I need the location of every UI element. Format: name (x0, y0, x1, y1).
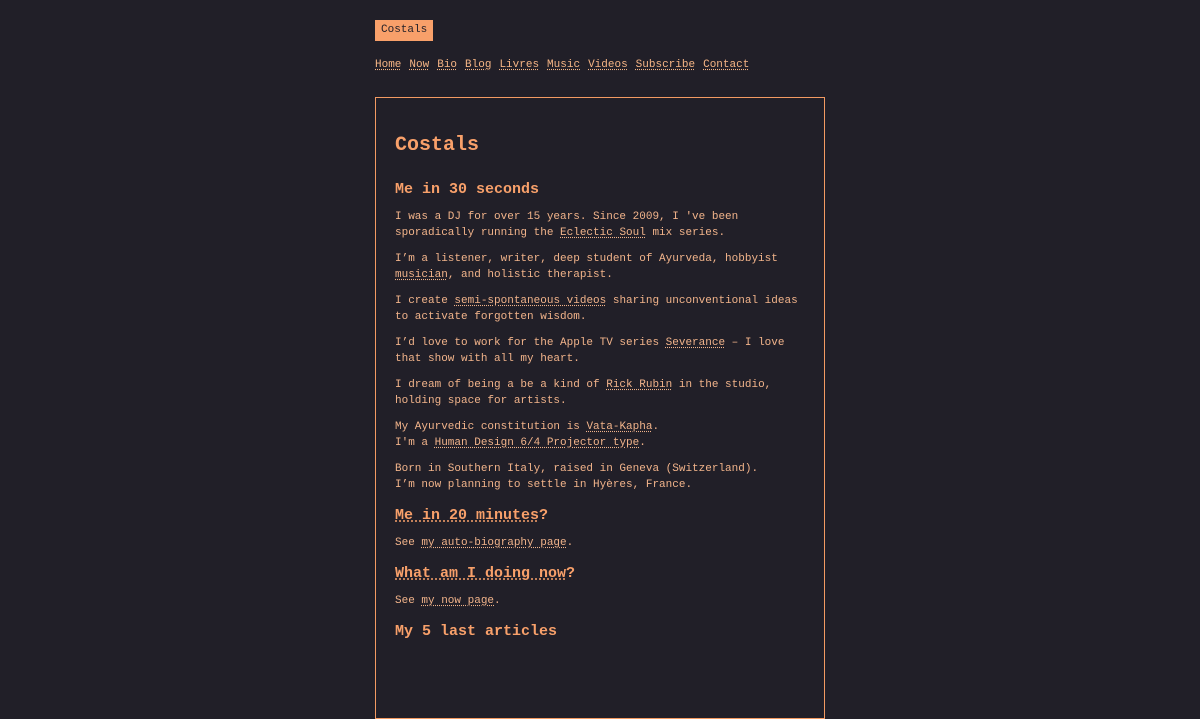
content-card (375, 97, 825, 719)
nav-now[interactable]: Now (409, 59, 430, 71)
heading-suffix: ? (539, 507, 549, 524)
intro-paragraph-origin (395, 461, 805, 493)
semi-spontaneous-videos-link[interactable]: semi-spontaneous videos (454, 295, 607, 307)
bio-heading-link[interactable]: Me in 20 minutes (395, 507, 540, 524)
section-heading-30-seconds: Me in 30 seconds (395, 181, 540, 198)
intro-text: . (652, 421, 660, 433)
brand-link[interactable]: Costals (375, 20, 433, 41)
intro-text: I'm a (395, 437, 435, 449)
intro-text: I create (395, 295, 455, 307)
intro-text: , and holistic therapist. (447, 269, 613, 281)
intro-text: in the studio, holding space for artists. (395, 379, 772, 407)
now-page-link[interactable]: my now page (421, 595, 495, 607)
nav-music[interactable]: Music (547, 59, 581, 71)
now-text: See (395, 595, 422, 607)
site-header (375, 19, 825, 72)
section-heading-20-minutes (395, 507, 805, 525)
now-text: . (494, 595, 501, 607)
intro-paragraph-listener (395, 251, 805, 283)
nav-subscribe[interactable]: Subscribe (635, 59, 696, 71)
nav-blog[interactable]: Blog (465, 59, 492, 71)
nav-videos[interactable]: Videos (588, 59, 628, 71)
main-nav (375, 59, 825, 72)
section-heading-now (395, 565, 805, 583)
human-design-link[interactable]: Human Design 6/4 Projector type (434, 437, 640, 449)
nav-livres[interactable]: Livres (499, 59, 540, 71)
intro-text: . (639, 437, 646, 449)
now-heading-link[interactable]: What am I doing now (395, 565, 567, 582)
bio-paragraph (395, 535, 805, 551)
intro-text: I’m a listener, writer, deep student of Ayurveda, hobbyist (395, 253, 778, 265)
intro-text: My Ayurvedic constitution is (395, 421, 587, 433)
intro-text: I’m now planning to settle in Hyères, France. (395, 479, 693, 491)
section-heading-articles: My 5 last articles (395, 623, 558, 640)
intro-text: I dream of being a be a kind of (395, 379, 607, 391)
intro-text: Born in Southern Italy, raised in Geneva (Switzerland). (395, 463, 759, 475)
intro-paragraph-videos (395, 293, 805, 325)
now-paragraph (395, 593, 805, 609)
auto-biography-link[interactable]: my auto-biography page (421, 537, 567, 549)
intro-text: – I love that show with all my heart. (395, 337, 785, 365)
intro-paragraph-rick-rubin (395, 377, 805, 409)
nav-home[interactable]: Home (375, 59, 402, 71)
eclectic-soul-link[interactable]: Eclectic Soul (560, 227, 646, 239)
intro-paragraph-constitution (395, 419, 805, 451)
bio-text: See (395, 537, 422, 549)
intro-paragraph-dj (395, 209, 805, 241)
intro-paragraph-severance (395, 335, 805, 367)
intro-text: sharing unconventional ideas to activate forgotten wisdom. (395, 295, 798, 323)
intro-text: I’d love to work for the Apple TV series (395, 337, 666, 349)
vata-kapha-link[interactable]: Vata-Kapha (586, 421, 653, 433)
bio-text: . (566, 537, 574, 549)
nav-contact[interactable]: Contact (703, 59, 750, 71)
intro-text: I was a DJ for over 15 years. Since 2009, I 've been sporadically running the (395, 211, 739, 239)
nav-bio[interactable]: Bio (437, 59, 458, 71)
page-title: Costals (395, 134, 480, 157)
intro-text: mix series. (645, 227, 726, 239)
rick-rubin-link[interactable]: Rick Rubin (606, 379, 673, 391)
severance-link[interactable]: Severance (665, 337, 726, 349)
musician-link[interactable]: musician (395, 269, 448, 281)
heading-suffix: ? (566, 565, 576, 582)
